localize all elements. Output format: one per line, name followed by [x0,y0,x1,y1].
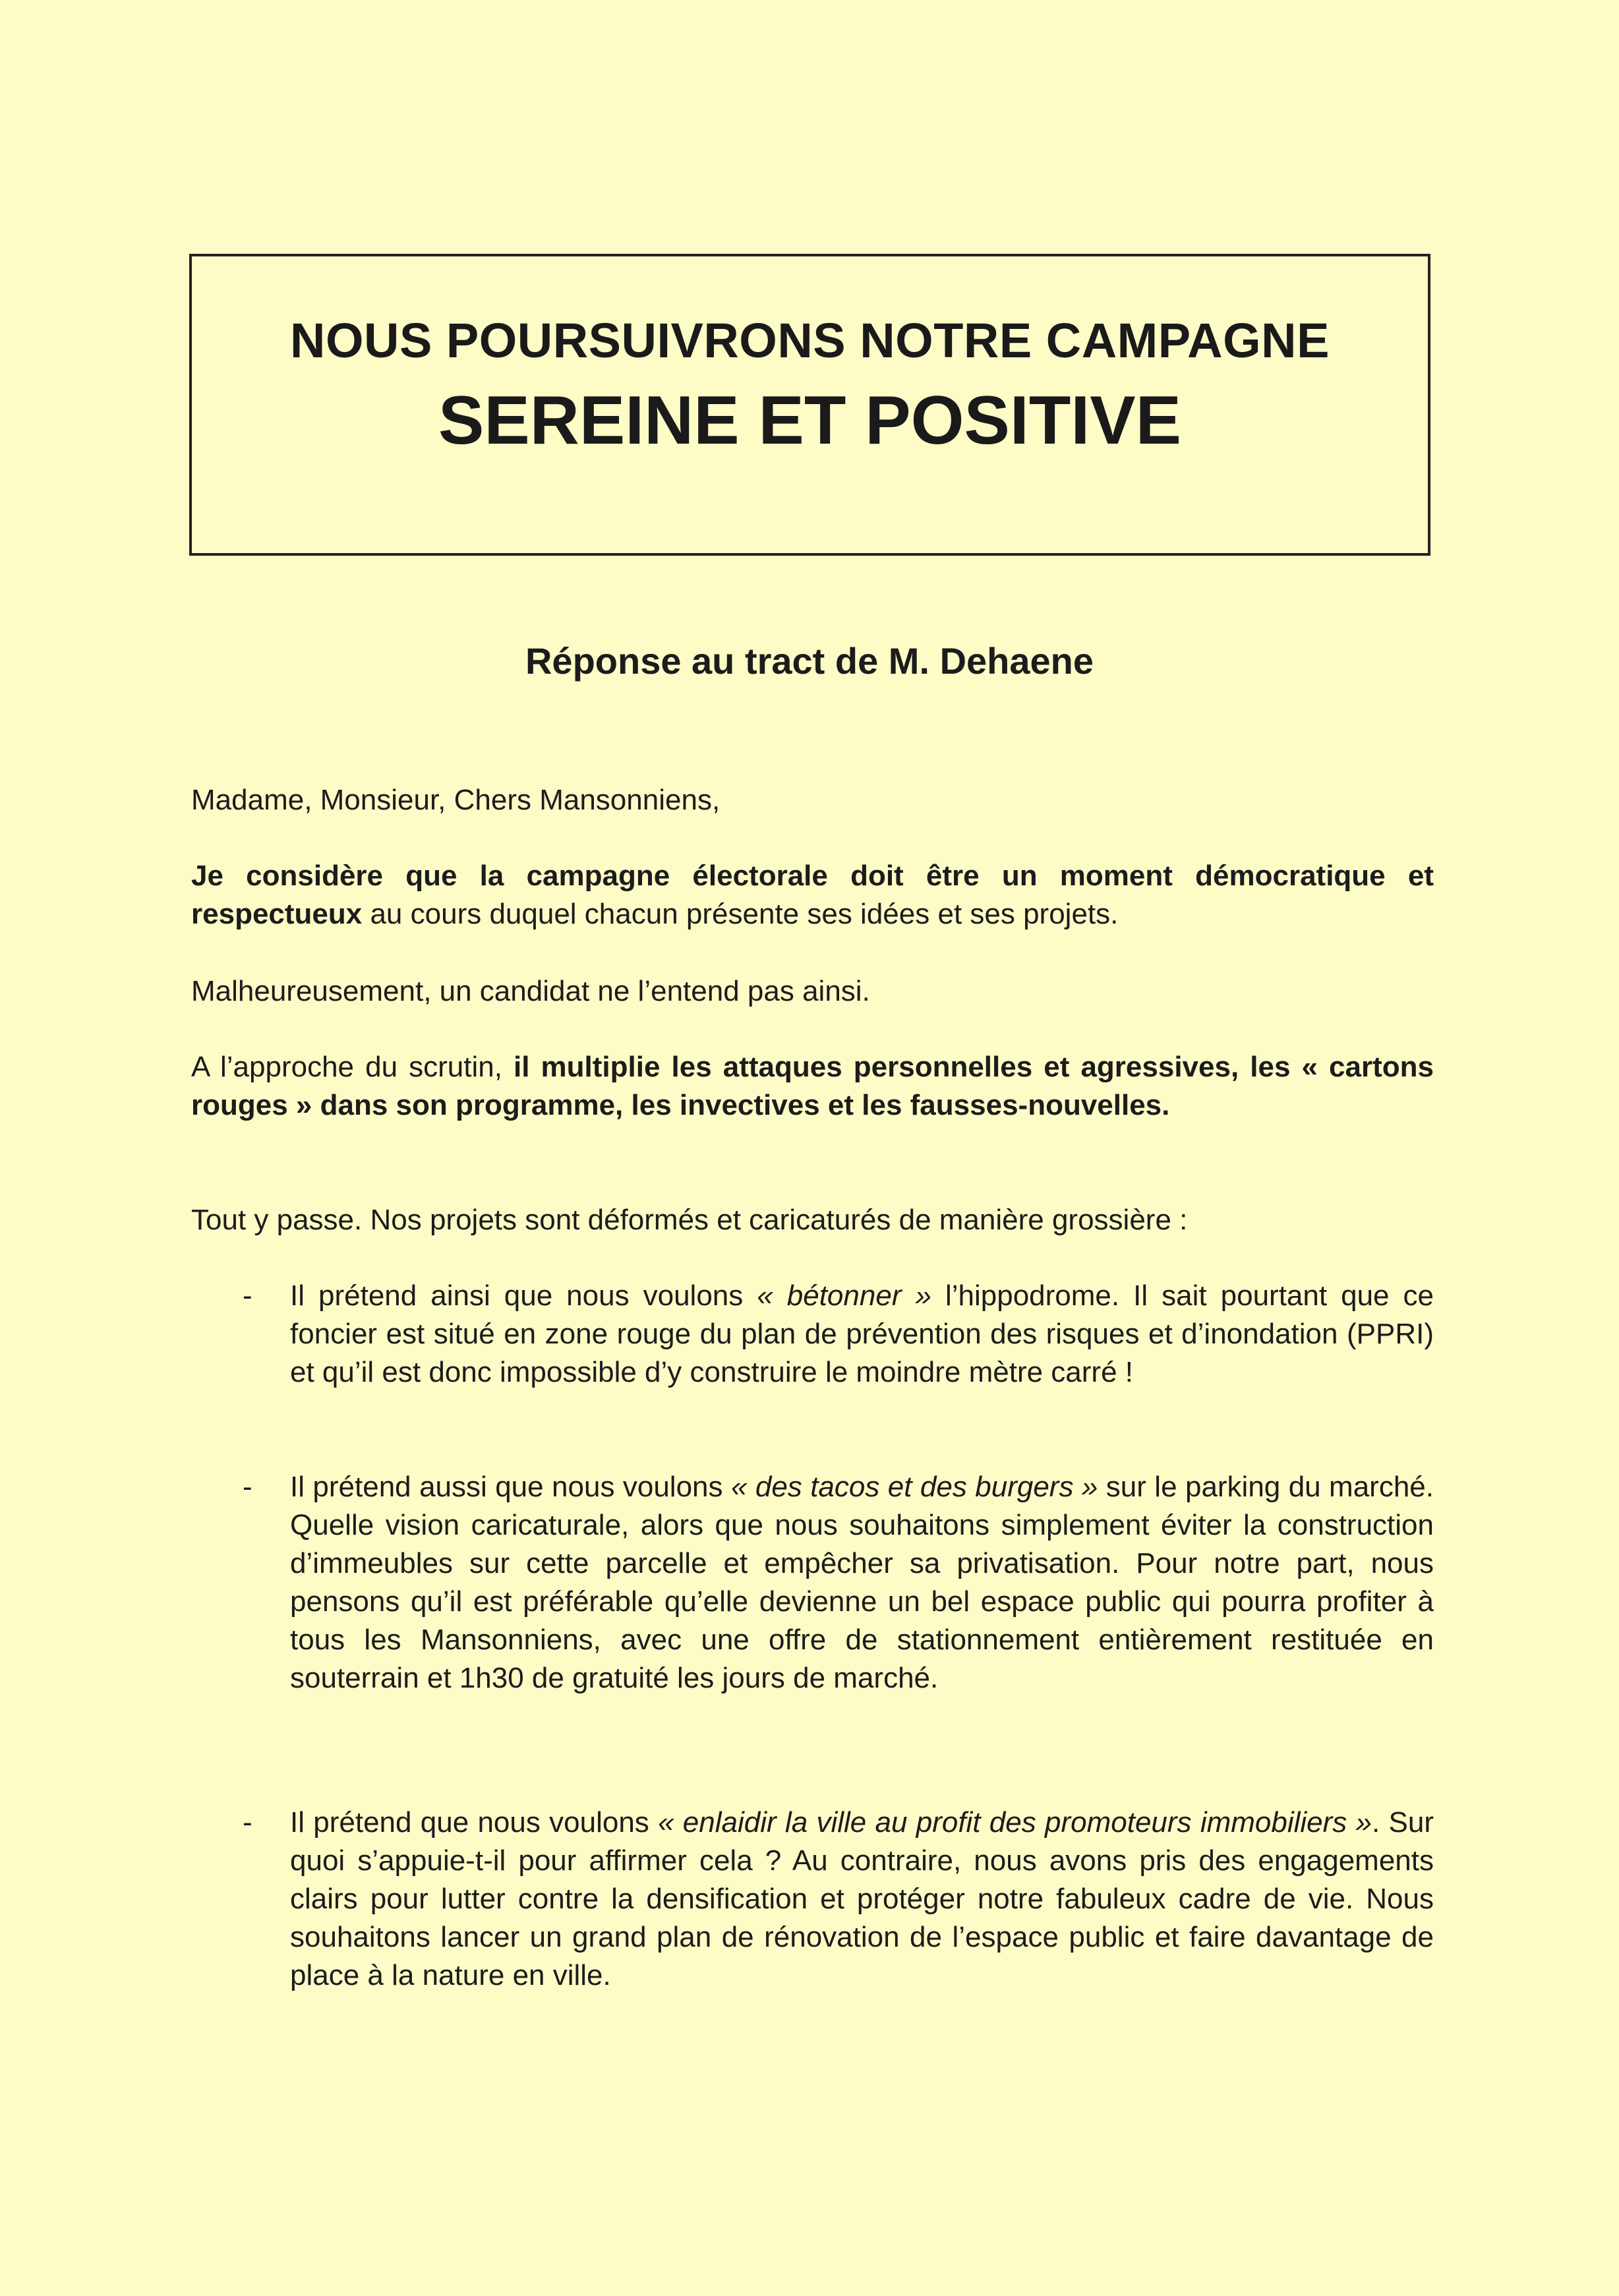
paragraph-3 [191,1048,1434,1125]
title-line-1: NOUS POURSUIVRONS NOTRE CAMPAGNE [290,313,1330,368]
paragraph-2: Malheureusement, un candidat ne l’entend pas ainsi. [191,975,870,1007]
bullet-text [290,1468,1434,1697]
paragraph-3-lead: A l’approche du scrutin, [191,1051,514,1083]
bullet-text-before: Il prétend aussi que nous voulons [290,1471,731,1503]
bullet-text-quote: « des tacos et des burgers » [730,1471,1098,1503]
bullet-text-after: l’hippodrome. Il sait pourtant que ce foncier est situé en zone rouge du plan de prévention des risques et d’inondation (PPRI) et qu’il est donc impossible d’y construire le moindre mètre carré ! [290,1280,1434,1388]
bullet-text-quote: « bétonner » [757,1280,931,1312]
greeting: Madame, Monsieur, Chers Mansonniens, [191,784,721,816]
paragraph-1-rest: au cours duquel chacun présente ses idées et ses projets. [362,898,1119,930]
bullet-text [290,1277,1434,1392]
bullet-dash: - [243,1806,252,1839]
title-box [189,254,1430,556]
bullet-dash: - [243,1280,252,1312]
paragraph-1-bold: Je considère que la campagne électorale doit être un moment démocratique et respectueux [191,860,1434,930]
bullet-text [290,1804,1434,1995]
paragraph-4: Tout y passe. Nos projets sont déformés et caricaturés de manière grossière : [191,1204,1188,1236]
bullet-text-before: Il prétend ainsi que nous voulons [290,1280,757,1312]
bullet-text-quote: « enlaidir la ville au profit des promoteurs immobiliers » [658,1806,1372,1839]
subtitle: Réponse au tract de M. Dehaene [525,640,1094,682]
bullet-text-before: Il prétend que nous voulons [290,1806,659,1839]
paragraph-3-bold: il multiplie les attaques personnelles et agressives, les « cartons rouges » dans son programme, les invectives et les fausses-nouvelles. [191,1051,1434,1121]
bullet-dash: - [243,1471,252,1503]
title-line-2: SEREINE ET POSITIVE [438,382,1181,459]
bullet-text-after: . Sur quoi s’appuie-t-il pour affirmer cela ? Au contraire, nous avons pris des engagements clairs pour lutter contre la densification et protéger notre fabuleux cadre de vie. Nous souhaitons lancer un grand plan de rénovation de l’espace public et faire davantage de place à la nature en ville. [290,1806,1434,1991]
paragraph-1 [191,857,1434,933]
bullet-text-after: sur le parking du marché. Quelle vision caricaturale, alors que nous souhaitons simplement éviter la construction d’immeubles sur cette parcelle et empêcher sa privatisation. Pour notre part, nous pensons qu’il est préférable qu’elle devienne un bel espace public qui pourra profiter à tous les Mansonniens, avec une offre de stationnement entièrement restituée en souterrain et 1h30 de gratuité les jours de marché. [290,1471,1434,1694]
